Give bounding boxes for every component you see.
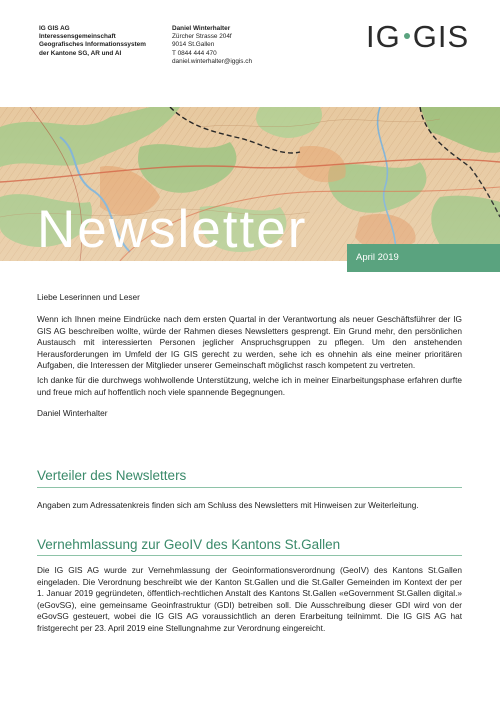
contact-city: 9014 St.Gallen <box>172 41 215 49</box>
logo-right: GIS <box>412 19 470 54</box>
contact-street: Zürcher Strasse 204f <box>172 33 232 41</box>
organization-address <box>39 25 146 58</box>
contact-name: Daniel Winterhalter <box>172 25 231 32</box>
contact-email[interactable]: daniel.winterhalter@iggis.ch <box>172 57 253 65</box>
section-title-distribution: Verteiler des Newsletters <box>37 468 187 483</box>
section-text-consultation: Die IG GIS AG wurde zur Vernehmlassung der Geoinformationsverordnung (GeoIV) des Kantons St.Gallen eingeladen. Die Verordnung beschreibt wie der Kanton St.Gallen und die St.Galler Gemeinden im Kontext der per 1. Januar 2019 gegründeten, öffentlich-rechtlichen Anstalt des Kantons St.Gallen «eGovernment St.Gallen digital.» (eGovSG), eine gemeinsame Geoinfrastruktur (GDI) betreiben soll. Die Ausschreibung dieser GDI wird von der eGovSG gesteuert, wobei die IG GIS AG voraussichtlich an deren Erarbeitung teilnimmt. Die IG GIS AG hat fristgerecht per 23. April 2019 eine Stellungnahme zur Verordnung eingereicht. <box>37 565 462 633</box>
intro-paragraph-2: Ich danke für die durchwegs wohlwollende Unterstützung, welche ich in meiner Einarbeitungsphase erfahren durfte und freue mich auf hoffentlich noch viele spannende Begegnungen. <box>37 375 462 397</box>
section-text-distribution: Angaben zum Adressatenkreis finden sich am Schluss des Newsletters mit Hinweisen zur Weiterleitung. <box>37 500 419 510</box>
org-line: Geografisches Informationssystem <box>39 41 146 49</box>
section-title-consultation: Vernehmlassung zur GeoIV des Kantons St.Gallen <box>37 537 341 552</box>
section-divider <box>37 555 462 556</box>
ig-gis-logo <box>366 19 469 55</box>
contact-address <box>172 25 252 66</box>
date-badge <box>347 244 500 272</box>
intro-paragraph-1: Wenn ich Ihnen meine Eindrücke nach dem ersten Quartal in der Verantwortung als neuer Geschäftsführer der IG GIS AG beschreiben wollte, würde der Rahmen dieses Newsletters gesprengt. Ein Grund mehr, den persönlichen Austausch mit interessierten Personen jeglicher Anspruchsgruppen zu pflegen. Um den anstehenden Herausforderungen im Umfeld der IG GIS gerecht zu werden, sehe ich es ohnehin als eine meiner prioritären Aufgaben, die Interessen der Mitglieder unserer Gemeinschaft möglichst rasch kompetent zu vertreten. <box>37 314 462 371</box>
contact-phone: T 0844 444 470 <box>172 49 217 57</box>
greeting: Liebe Leserinnen und Leser <box>37 292 140 302</box>
logo-dot <box>404 33 410 39</box>
org-line: Interessensgemeinschaft <box>39 33 116 41</box>
org-line: der Kantone SG, AR und AI <box>39 49 122 57</box>
issue-date: April 2019 <box>356 252 399 263</box>
logo-left: IG <box>366 19 401 54</box>
section-divider <box>37 487 462 488</box>
org-line: IG GIS AG <box>39 25 70 32</box>
signature: Daniel Winterhalter <box>37 408 108 418</box>
newsletter-title: Newsletter <box>37 200 308 259</box>
